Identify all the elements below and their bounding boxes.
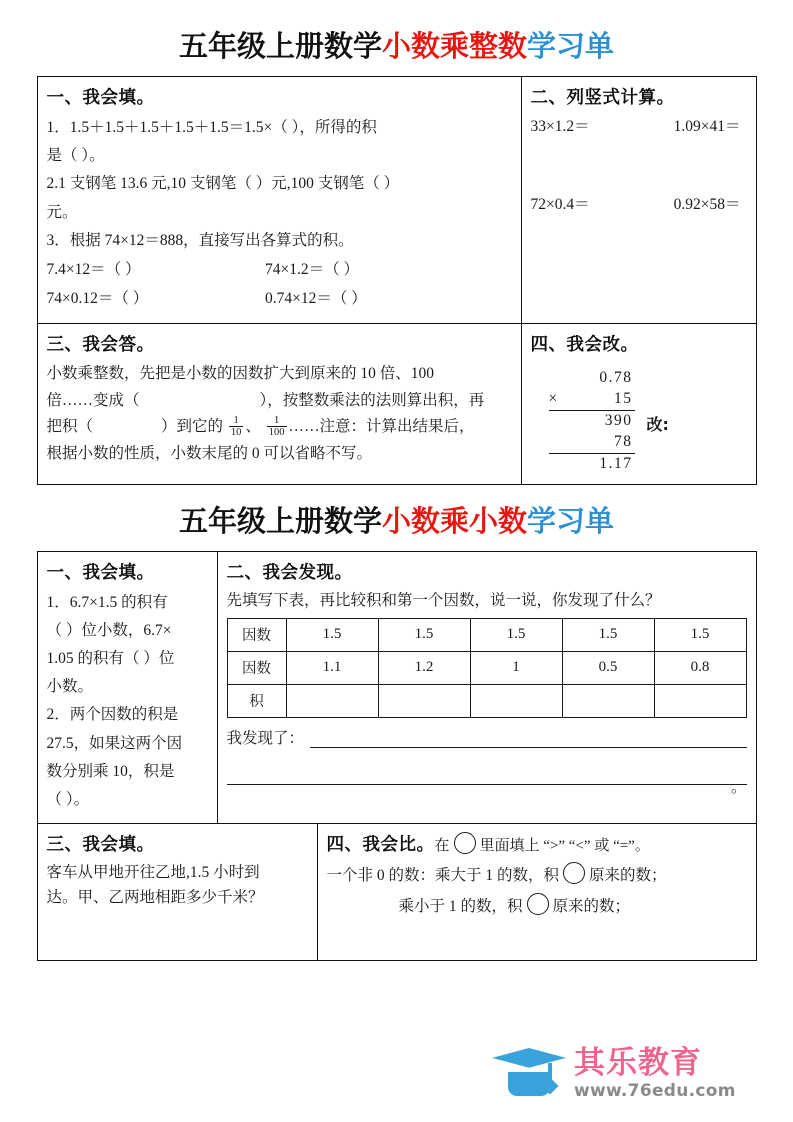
factor-row2-cell-2: 1 [470,651,562,684]
watermark-text-group [574,1044,736,1102]
section2-eq1: 33×1.2＝ [530,118,590,135]
watermark-brand-name: 其乐教育 [574,1044,702,1081]
worksheet2-title [0,499,793,540]
section3-heading: 三、我会答。 [46,334,155,355]
section1-q3-d: 0.74×12＝（ ） [265,290,367,308]
section2-eq2: 1.09×41＝ [673,118,741,135]
factor-row1-cell-4: 1.5 [654,618,746,651]
ws2-section2-heading: 二、我会发现。 [226,562,353,583]
ws2-section3-line1: 客车从甲地开往乙地,1.5 小时到 [46,864,260,882]
factor-table-row-3 [227,684,746,717]
comparison-circle-1[interactable] [563,862,585,884]
worksheet1-section3-cell [37,323,521,484]
section3-line3-b: ）到它的 [161,418,224,436]
section1-q3-c: 74×0.12＝（ ） [46,290,149,308]
fraction-one-tenth [229,415,244,438]
ws2-compare-line1-text-b: 原来的数； [589,867,667,885]
worksheet1-section1-cell [37,77,521,324]
graduation-cap-icon [492,1046,566,1102]
factor-row1-cell-3: 1.5 [562,618,654,651]
product-row-cell-2[interactable] [470,684,562,717]
factor-row1-cell-2: 1.5 [470,618,562,651]
section2-heading: 二、列竖式计算。 [530,88,675,108]
section3-line3-c: ……注意：计算出结果后， [288,418,475,436]
factor-row1-cell-1: 1.5 [378,618,470,651]
graduation-cap-board [492,1048,566,1074]
worksheet1-title-prefix: 五年级上册数学 [178,29,382,63]
worksheet2-title-topic: 小数乘小数 [381,503,527,538]
fraction-one-hundredth [267,415,287,438]
section1-q3-row1 [47,255,512,284]
ws2-section1-line6: 27.5，如果这两个因 [46,734,183,752]
ws2-section1-line5: 2．两个因数的积是 [46,706,179,724]
section4-correct-label: 改: [646,414,669,434]
section1-q1-line1: 1．1.5＋1.5＋1.5＋1.5＋1.5＝1.5×（ ），所得的积 [46,119,377,136]
factor-row2-cell-3: 0.5 [562,651,654,684]
section1-q3-prompt: 3．根据 74×12＝888，直接写出各算式的积。 [46,231,354,249]
factor-row2-cell-0: 1.1 [286,651,378,684]
ws2-found-label: 我发现了： [226,729,305,747]
worksheet1-section2-cell [521,77,756,324]
worksheet2-sheet [37,551,757,961]
vertical-calc-multiplier-row [549,389,635,411]
ws2-section3-heading: 三、我会填。 [46,835,155,856]
factor-product-table [227,618,747,718]
ws2-section4-heading-row [327,831,747,860]
section1-q3-a: 7.4×12＝（ ） [46,261,141,279]
comparison-circle-2[interactable] [527,893,549,915]
section4-heading: 四、我会改。 [530,334,639,355]
ws2-section3-work-space[interactable] [47,911,308,951]
section2-eq-row2 [531,192,747,214]
ws2-section1-line4: 小数。 [46,678,94,696]
section3-line1: 小数乘整数，先把是小数的因数扩大到原来的 10 倍、100 [46,364,435,382]
ws2-compare-line2-text-a: 乘小于 1 的数，积 [398,898,523,916]
ws2-compare-line1-text-a: 一个非 0 的数：乘大于 1 的数，积 [326,867,560,885]
fraction-one-tenth-numerator: 1 [233,415,239,427]
worksheet2-title-prefix: 五年级上册数学 [178,503,382,538]
factor-row2-cell-1: 1.2 [378,651,470,684]
ws2-section1-line2: （ ）位小数，6.7× [46,621,172,639]
vertical-calc-result: 1.17 [599,454,633,472]
ws2-compare-line-1 [327,860,747,891]
section2-eq4: 0.92×58＝ [673,196,741,213]
fraction-one-hundredth-numerator: 1 [274,415,280,427]
worksheet2-section2-cell [217,551,756,824]
fraction-separator: 、 [245,418,261,436]
ws2-found-period: 。 [730,778,747,796]
ws2-section4-subtext-b: 里面填上 “>” “<” 或 “=”。 [479,838,650,855]
worksheet2-section4-cell [317,824,756,961]
section2-eq3: 72×0.4＝ [530,196,590,213]
ws2-compare-line2-text-b: 原来的数； [552,898,631,916]
ws2-compare-line-2 [327,891,747,922]
watermark-url: www.76edu.com [574,1081,736,1102]
worksheet1-title-block [0,0,793,76]
factor-row1-cell-0: 1.5 [286,618,378,651]
ws2-section2-prompt: 先填写下表，再比较积和第一个因数，说一说，你发现了什么？ [226,591,661,609]
worksheet1-title-suffix: 学习单 [527,29,615,63]
product-row-cell-1[interactable] [378,684,470,717]
section2-work-space-2 [531,214,747,244]
section1-q2-line2: 元。 [46,203,78,221]
factor-row2-cell-4: 0.8 [654,651,746,684]
vertical-calc-partial-2: 78 [549,432,635,454]
ws2-section4-subtext-a: 在 [434,838,450,855]
vertical-calc-multiplier: 15 [614,389,633,407]
section4-vertical-calculation [531,368,747,475]
vertical-calc-multiplicand: 0.78 [599,368,633,386]
section2-work-space-1 [531,136,747,192]
comparison-circle-prompt[interactable] [454,832,476,854]
product-row-cell-0[interactable] [286,684,378,717]
fraction-one-hundredth-denominator: 100 [268,427,285,439]
section1-q1-line2: 是（ ）。 [46,147,105,165]
worksheet1-row-top [37,77,756,324]
section3-line4: 根据小数的性质，小数末尾的 0 可以省略不写。 [46,444,373,462]
product-row-cell-4[interactable] [654,684,746,717]
worksheet1-title-topic: 小数乘整数 [381,29,527,63]
worksheet2-row-top [37,551,756,824]
worksheet1-section4-cell [521,323,756,484]
section3-line2-a: 倍……变成（ [46,391,140,409]
worksheet2-row-bottom [37,824,756,961]
ws2-section1-line3: 1.05 的积有（ ）位 [46,649,175,667]
vertical-calc-stack [549,368,635,475]
factor-row2-label: 因数 [227,651,286,684]
vertical-calc-partial-1: 390 [604,411,633,429]
fraction-one-tenth-denominator: 10 [230,427,242,439]
ws2-answer-blank-2[interactable] [227,768,747,785]
ws2-section1-line7: 数分别乘 10，积是 [46,762,175,780]
section1-q3-row2 [47,284,512,313]
ws2-section1-line1: 1．6.7×1.5 的积有 [46,593,168,611]
ws2-section1-line8: （ ）。 [46,790,90,808]
worksheet2-section3-cell [37,824,317,961]
worksheet2-section1-cell [37,551,217,824]
ws2-answer-blank-1[interactable] [310,733,746,748]
product-row-cell-3[interactable] [562,684,654,717]
section2-eq-row1 [531,114,747,136]
worksheet1-row-bottom [37,323,756,484]
worksheet1-sheet [37,76,757,485]
worksheet2-title-suffix: 学习单 [527,503,615,538]
factor-table-row-1 [227,618,746,651]
section1-q3-b: 74×1.2＝（ ） [265,261,360,279]
ws2-section1-heading: 一、我会填。 [46,562,155,583]
ws2-found-line-1 [227,726,747,748]
section1-q2-line1: 2.1 支钢笔 13.6 元,10 支钢笔（ ）元,100 支钢笔（ ） [46,175,400,193]
worksheet1-title [0,24,793,65]
worksheet2-title-block [0,485,793,551]
section3-line3 [47,414,512,441]
ws2-section4-heading: 四、我会比。 [326,835,435,856]
section3-line2-b: ），按整数乘法的法则算出积，再 [259,391,485,409]
factor-row1-label: 因数 [227,618,286,651]
ws2-section3-line2: 达。甲、乙两地相距多少千米？ [46,888,264,906]
product-row-label: 积 [227,684,286,717]
multiply-operator: × [548,389,558,407]
factor-table-row-2 [227,651,746,684]
site-watermark-logo [492,1046,736,1102]
section3-line3-a: 把积（ [46,418,94,436]
section1-heading: 一、我会填。 [46,88,155,108]
section3-line2 [47,388,512,415]
